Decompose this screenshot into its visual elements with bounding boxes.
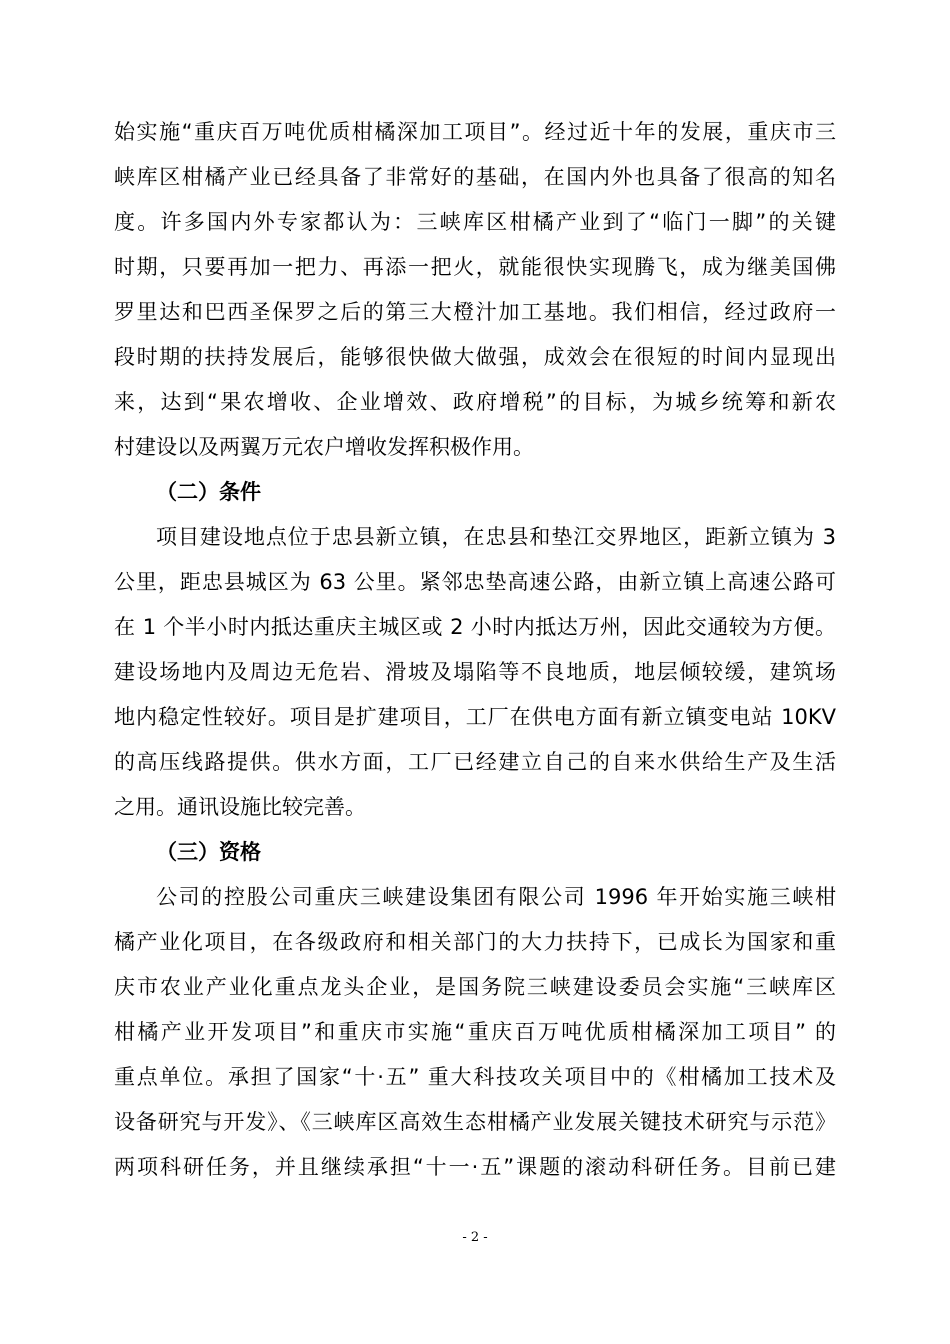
paragraph-3-line-7: 两项科研任务，并且继续承担“十一·五”课题的滚动科研任务。目前已建: [114, 1155, 836, 1179]
paragraph-2-line-5: 地内稳定性较好。项目是扩建项目，工厂在供电方面有新立镇变电站 10KV: [114, 705, 836, 729]
paragraph-1-line-8: 村建设以及两翼万元农户增收发挥积极作用。: [114, 435, 534, 459]
paragraph-2-line-1: 项目建设地点位于忠县新立镇，在忠县和垫江交界地区，距新立镇为 3: [156, 525, 836, 549]
paragraph-3-line-3: 庆市农业产业化重点龙头企业，是国务院三峡建设委员会实施“三峡库区: [114, 975, 836, 999]
paragraph-3-line-2: 橘产业化项目，在各级政府和相关部门的大力扶持下，已成长为国家和重: [114, 930, 836, 954]
section-heading-conditions: （二）条件: [156, 480, 261, 504]
paragraph-1-line-1: 始实施“重庆百万吨优质柑橘深加工项目”。经过近十年的发展，重庆市三: [114, 120, 836, 144]
page-number: - 2 -: [462, 1230, 488, 1245]
paragraph-1-line-2: 峡库区柑橘产业已经具备了非常好的基础，在国内外也具备了很高的知名: [114, 165, 836, 189]
paragraph-3-line-6: 设备研究与开发》、《三峡库区高效生态柑橘产业发展关键技术研究与示范》: [114, 1110, 836, 1134]
section-heading-qualifications: （三）资格: [156, 840, 261, 864]
paragraph-2-line-3: 在 1 个半小时内抵达重庆主城区或 2 小时内抵达万州，因此交通较为方便。: [114, 615, 836, 639]
paragraph-2-line-2: 公里，距忠县城区为 63 公里。紧邻忠垫高速公路，由新立镇上高速公路可: [114, 570, 836, 594]
paragraph-3-line-4: 柑橘产业开发项目”和重庆市实施“重庆百万吨优质柑橘深加工项目” 的: [114, 1020, 836, 1044]
paragraph-1-line-3: 度。许多国内外专家都认为：三峡库区柑橘产业到了“临门一脚”的关键: [114, 210, 836, 234]
paragraph-1-line-6: 段时期的扶持发展后，能够很快做大做强，成效会在很短的时间内显现出: [114, 345, 836, 369]
paragraph-1-line-4: 时期，只要再加一把力、再添一把火，就能很快实现腾飞，成为继美国佛: [114, 255, 836, 279]
paragraph-2-line-6: 的高压线路提供。供水方面，工厂已经建立自己的自来水供给生产及生活: [114, 750, 836, 774]
paragraph-2-line-7: 之用。通讯设施比较完善。: [114, 795, 366, 819]
paragraph-3-line-1: 公司的控股公司重庆三峡建设集团有限公司 1996 年开始实施三峡柑: [156, 885, 836, 909]
paragraph-2-line-4: 建设场地内及周边无危岩、滑坡及塌陷等不良地质，地层倾较缓，建筑场: [114, 660, 836, 684]
paragraph-1-line-5: 罗里达和巴西圣保罗之后的第三大橙汁加工基地。我们相信，经过政府一: [114, 300, 836, 324]
paragraph-3-line-5: 重点单位。承担了国家“十·五” 重大科技攻关项目中的《柑橘加工技术及: [114, 1065, 836, 1089]
paragraph-1-line-7: 来，达到“果农增收、企业增效、政府增税”的目标，为城乡统筹和新农: [114, 390, 836, 414]
